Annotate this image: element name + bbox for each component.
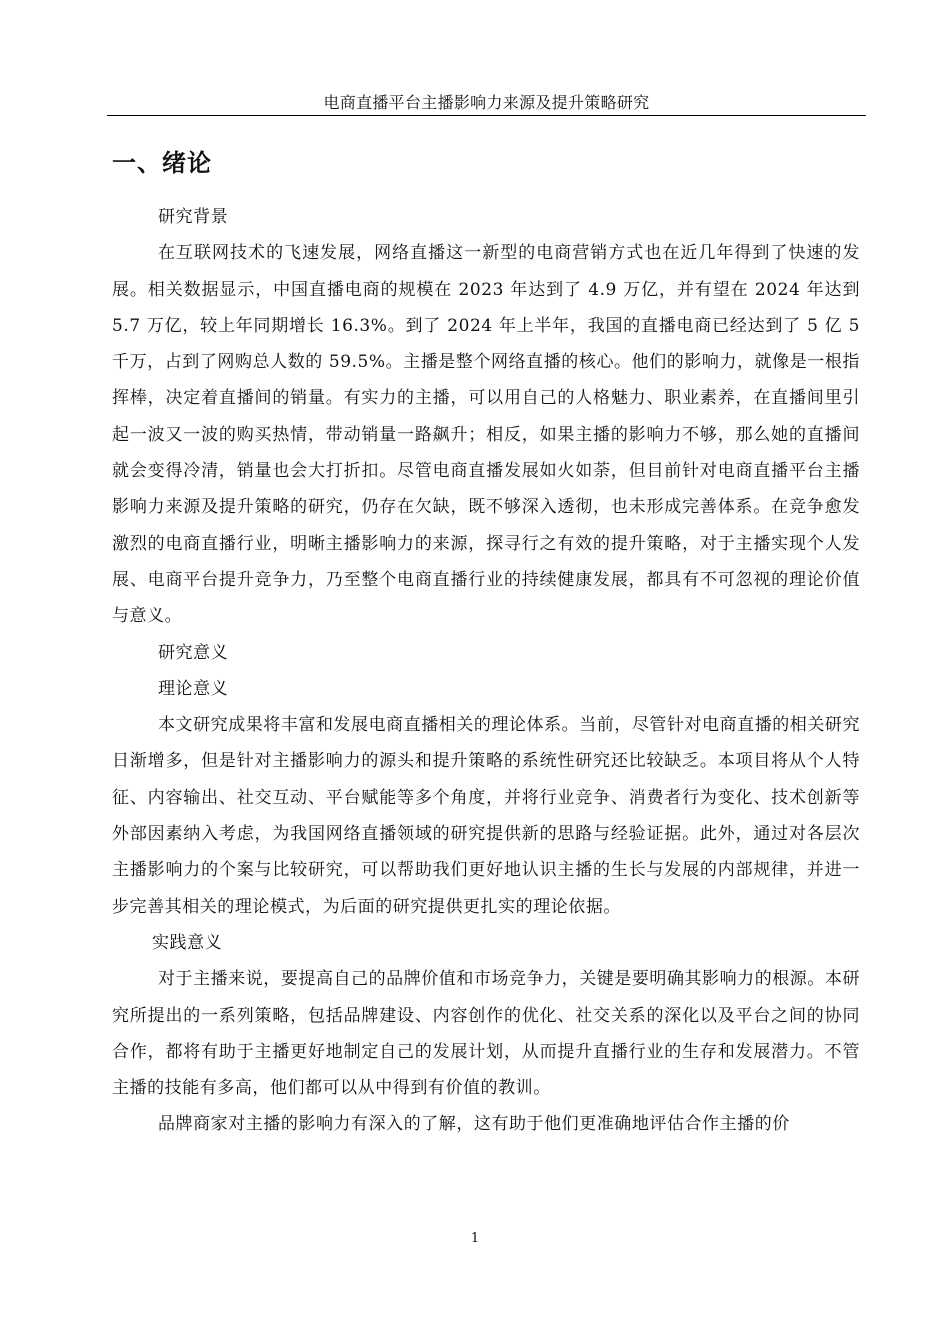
subsection-heading-practice: 实践意义 bbox=[152, 932, 223, 953]
header-rule bbox=[107, 115, 866, 116]
body-text bbox=[112, 199, 860, 1143]
section-heading-background: 研究背景 bbox=[158, 207, 229, 227]
paragraph-theory: 本文研究成果将丰富和发展电商直播相关的理论体系。当前，尽管针对电商直播的相关研究日渐增多，但是针对主播影响力的源头和提升策略的系统性研究还比较缺乏。本项目将从个人特征、内容输出、社交互动、平台赋能等多个角度，并将行业竞争、消费者行为变化、技术创新等外部因素纳入考虑，为我国网络直播领域的研究提供新的思路与经验证据。此外，通过对各层次主播影响力的个案与比较研究，可以帮助我们更好地认识主播的生长与发展的内部规律，并进一步完善其相关的理论模式，为后面的研究提供更扎实的理论依据。 bbox=[112, 715, 860, 917]
running-header: 电商直播平台主播影响力来源及提升策略研究 bbox=[323, 93, 650, 112]
chapter-title: 一、绪论 bbox=[112, 149, 212, 177]
page-number: 1 bbox=[470, 1231, 480, 1246]
paragraph-background: 在互联网技术的飞速发展，网络直播这一新型的电商营销方式也在近几年得到了快速的发展。相关数据显示，中国直播电商的规模在 2023 年达到了 4.9 万亿，并有望在 2024 年达到 5.7 万亿，较上年同期增长 16.3%。到了 2024 年上半年，我国的直播电商已经达到了 5 亿 5 千万，占到了网购总人数的 59.5%。主播是整个网络直播的核心。他们的影响力，就像是一根指挥棒，决定着直播间的销量。有实力的主播，可以用自己的人格魅力、职业素养，在直播间里引起一波又一波的购买热情，带动销量一路飙升；相反，如果主播的影响力不够，那么她的直播间就会变得冷清，销量也会大打折扣。尽管电商直播发展如火如荼，但目前针对电商直播平台主播影响力来源及提升策略的研究，仍存在欠缺，既不够深入透彻，也未形成完善体系。在竞争愈发激烈的电商直播行业，明晰主播影响力的来源，探寻行之有效的提升策略，对于主播实现个人发展、电商平台提升竞争力，乃至整个电商直播行业的持续健康发展，都具有不可忽视的理论价值与意义。 bbox=[112, 243, 860, 627]
section-heading-significance: 研究意义 bbox=[158, 642, 229, 663]
paragraph-practice: 对于主播来说，要提高自己的品牌价值和市场竞争力，关键是要明确其影响力的根源。本研究所提出的一系列策略，包括品牌建设、内容创作的优化、社交关系的深化以及平台之间的协同合作，都将有助于主播更好地制定自己的发展计划，从而提升直播行业的生存和发展潜力。不管主播的技能有多高，他们都可以从中得到有价值的教训。 bbox=[112, 969, 860, 1099]
paragraph-brand: 品牌商家对主播的影响力有深入的了解，这有助于他们更准确地评估合作主播的价 bbox=[158, 1114, 790, 1135]
subsection-heading-theory: 理论意义 bbox=[158, 678, 229, 699]
